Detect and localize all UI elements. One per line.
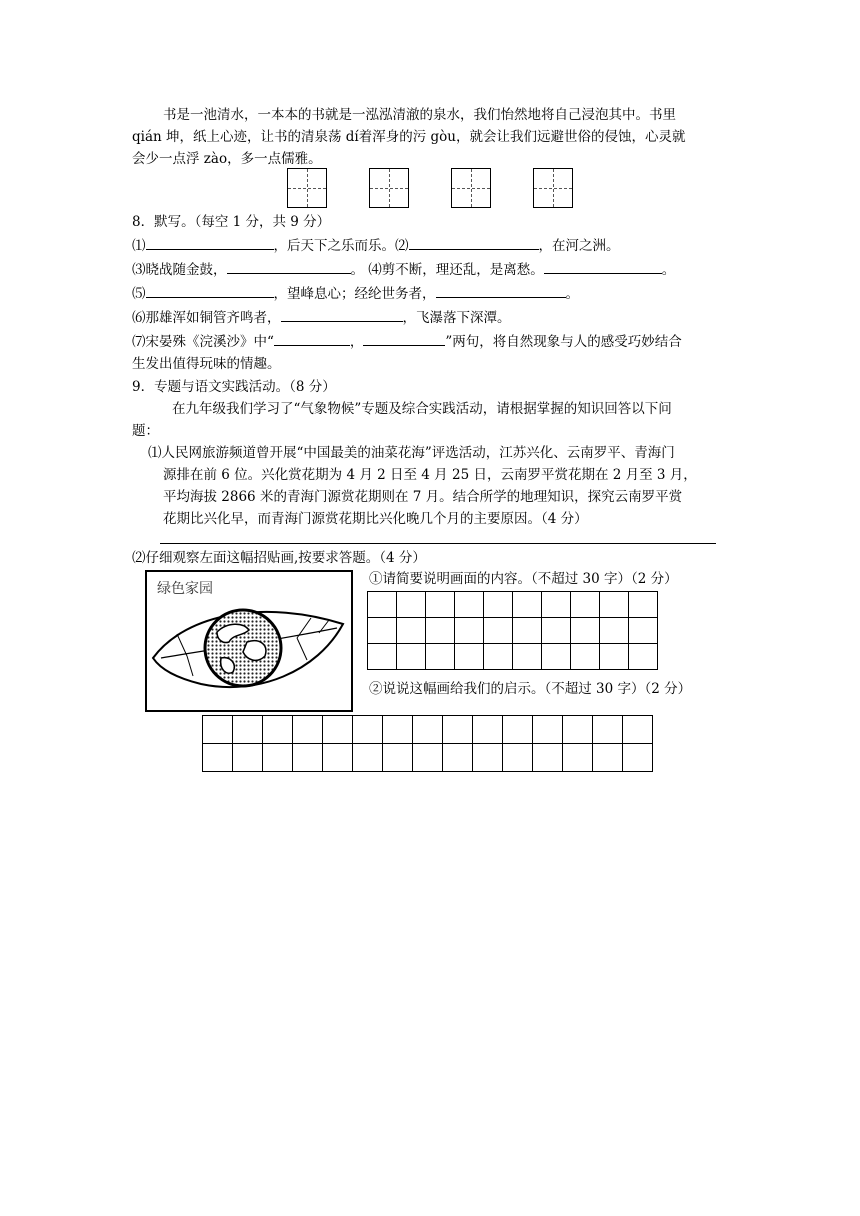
grid-cell[interactable] — [397, 592, 426, 618]
q8-blank-2[interactable] — [409, 235, 539, 250]
grid-cell[interactable] — [542, 592, 571, 618]
grid-cell[interactable] — [397, 644, 426, 670]
q8-text-1b: ，后天下之乐而乐。⑵ — [273, 238, 409, 254]
writing-box-2[interactable] — [369, 168, 409, 208]
grid-cell[interactable] — [629, 644, 658, 670]
q9-p1-line-3: 平均海拔 2866 米的青海门源赏花期则在 7 月。结合所学的地理知识，探究云南罗平赏 — [163, 489, 683, 505]
grid-cell[interactable] — [413, 716, 443, 744]
q8-blank-8[interactable] — [274, 331, 350, 346]
grid-cell[interactable] — [443, 744, 473, 772]
poster-title: 绿色家园 — [157, 581, 213, 597]
q8-text-5c: ”两句，将自然现象与人的感受巧妙结合 — [445, 334, 682, 350]
grid-cell[interactable] — [323, 744, 353, 772]
grid-cell[interactable] — [623, 744, 653, 772]
grid-cell[interactable] — [203, 716, 233, 744]
grid-cell[interactable] — [426, 644, 455, 670]
grid-cell[interactable] — [571, 592, 600, 618]
q8-text-1c: ，在河之洲。 — [538, 238, 620, 254]
grid-cell[interactable] — [353, 744, 383, 772]
passage-line-3: 会少一点浮 zào，多一点儒雅。 — [132, 151, 322, 167]
grid-cell[interactable] — [323, 716, 353, 744]
grid-cell[interactable] — [623, 716, 653, 744]
green-home-poster — [145, 570, 353, 712]
grid-cell[interactable] — [484, 644, 513, 670]
q8-text-3b: ，望峰息心；经纶世务者， — [273, 286, 436, 302]
grid-cell[interactable] — [503, 716, 533, 744]
q8-text-2b: 。 ⑷剪不断，理还乱，是离愁。 — [350, 262, 544, 278]
grid-cell[interactable] — [484, 592, 513, 618]
q8-label-1: ⑴ — [132, 238, 146, 254]
passage-line-1: 书是一池清水，一本本的书就是一泓泓清澈的泉水，我们怡然地将自己浸泡其中。书里 — [163, 107, 676, 123]
q8-line-5 — [132, 331, 682, 353]
grid-cell[interactable] — [571, 618, 600, 644]
grid-cell[interactable] — [293, 744, 323, 772]
answer-grid-2[interactable] — [202, 715, 653, 772]
grid-cell[interactable] — [233, 744, 263, 772]
grid-cell[interactable] — [563, 744, 593, 772]
q8-line-4 — [132, 307, 511, 329]
grid-row — [368, 644, 658, 670]
grid-cell[interactable] — [263, 744, 293, 772]
grid-cell[interactable] — [513, 618, 542, 644]
grid-cell[interactable] — [263, 716, 293, 744]
writing-box-1[interactable] — [287, 168, 327, 208]
q8-text-3a: ⑸ — [132, 286, 146, 302]
q9-p1-line-1: ⑴人民网旅游频道曾开展“中国最美的油菜花海”评选活动，江苏兴化、云南罗平、青海门 — [148, 445, 675, 461]
q8-line-6: 生发出值得玩味的情趣。 — [132, 356, 281, 372]
q8-title: 8．默写。（每空 1 分，共 9 分） — [132, 214, 331, 230]
q8-blank-4[interactable] — [544, 259, 662, 274]
q9-p1-answer-line[interactable] — [160, 543, 716, 544]
q8-text-2a: ⑶晓战随金鼓， — [132, 262, 227, 278]
q8-line-2 — [132, 259, 675, 281]
grid-cell[interactable] — [426, 618, 455, 644]
q9-p2-question-2: ②说说这幅画给我们的启示。（不超过 30 字）（2 分） — [369, 681, 692, 697]
q8-text-4b: ，飞瀑落下深潭。 — [402, 310, 511, 326]
grid-cell[interactable] — [455, 592, 484, 618]
grid-row — [203, 716, 653, 744]
writing-box-4[interactable] — [533, 168, 573, 208]
grid-cell[interactable] — [383, 744, 413, 772]
grid-row — [203, 744, 653, 772]
q8-line-3 — [132, 283, 579, 305]
grid-cell[interactable] — [542, 644, 571, 670]
q9-p1-line-4: 花期比兴化早，而青海门源赏花期比兴化晚几个月的主要原因。（4 分） — [163, 511, 588, 527]
q8-blank-9[interactable] — [363, 331, 445, 346]
grid-cell[interactable] — [593, 716, 623, 744]
q9-intro-2: 题： — [132, 423, 159, 439]
grid-cell[interactable] — [455, 618, 484, 644]
grid-row — [368, 592, 658, 618]
q8-line-1 — [132, 235, 620, 257]
grid-cell[interactable] — [513, 644, 542, 670]
grid-cell[interactable] — [571, 644, 600, 670]
q8-text-5b: ， — [349, 334, 364, 350]
grid-cell[interactable] — [473, 716, 503, 744]
grid-cell[interactable] — [233, 716, 263, 744]
q9-p2-question-1: ①请简要说明画面的内容。（不超过 30 字）（2 分） — [369, 571, 678, 587]
grid-cell[interactable] — [413, 744, 443, 772]
grid-cell[interactable] — [629, 618, 658, 644]
grid-cell[interactable] — [368, 644, 397, 670]
grid-cell[interactable] — [503, 744, 533, 772]
q8-blank-6[interactable] — [436, 283, 566, 298]
grid-cell[interactable] — [293, 716, 323, 744]
grid-cell[interactable] — [593, 744, 623, 772]
grid-cell[interactable] — [629, 592, 658, 618]
q8-text-5a: ⑺宋晏殊《浣溪沙》中“ — [132, 334, 274, 350]
grid-cell[interactable] — [397, 618, 426, 644]
answer-grid-1[interactable] — [367, 591, 658, 670]
grid-cell[interactable] — [368, 618, 397, 644]
q9-p2-title: ⑵仔细观察左面这幅招贴画,按要求答题。（4 分） — [132, 550, 426, 566]
q8-text-4a: ⑹那雄浑如铜管齐鸣者， — [132, 310, 281, 326]
grid-cell[interactable] — [368, 592, 397, 618]
q8-blank-1[interactable] — [146, 235, 274, 250]
q8-blank-5[interactable] — [146, 283, 274, 298]
grid-cell[interactable] — [426, 592, 455, 618]
grid-cell[interactable] — [203, 744, 233, 772]
grid-cell[interactable] — [513, 592, 542, 618]
grid-cell[interactable] — [473, 744, 503, 772]
eye-globe-icon — [147, 572, 351, 710]
writing-box-3[interactable] — [451, 168, 491, 208]
q9-intro-1: 在九年级我们学习了“气象物候”专题及综合实践活动，请根据掌握的知识回答以下问 — [172, 401, 672, 417]
grid-cell[interactable] — [383, 716, 413, 744]
grid-row — [368, 618, 658, 644]
grid-cell[interactable] — [533, 716, 563, 744]
grid-cell[interactable] — [600, 592, 629, 618]
q8-blank-3[interactable] — [227, 259, 351, 274]
q9-p1-line-2: 源排在前 6 位。兴化赏花期为 4 月 2 日至 4 月 25 日，云南罗平赏花期在 2 月至 3 月， — [163, 467, 697, 483]
grid-cell[interactable] — [484, 618, 513, 644]
q8-blank-7[interactable] — [281, 307, 403, 322]
grid-cell[interactable] — [533, 744, 563, 772]
q8-text-3c: 。 — [565, 286, 579, 302]
q8-text-2c: 。 — [661, 262, 676, 278]
grid-cell[interactable] — [600, 618, 629, 644]
grid-cell[interactable] — [443, 716, 473, 744]
grid-cell[interactable] — [353, 716, 383, 744]
q9-title: 9．专题与语文实践活动。（8 分） — [132, 379, 336, 395]
grid-cell[interactable] — [542, 618, 571, 644]
grid-cell[interactable] — [455, 644, 484, 670]
grid-cell[interactable] — [600, 644, 629, 670]
grid-cell[interactable] — [563, 716, 593, 744]
passage-line-2: qián 坤，纸上心迹，让书的清泉荡 dí着浑身的污 gòu，就会让我们远避世俗的侵蚀，心灵就 — [132, 129, 686, 145]
